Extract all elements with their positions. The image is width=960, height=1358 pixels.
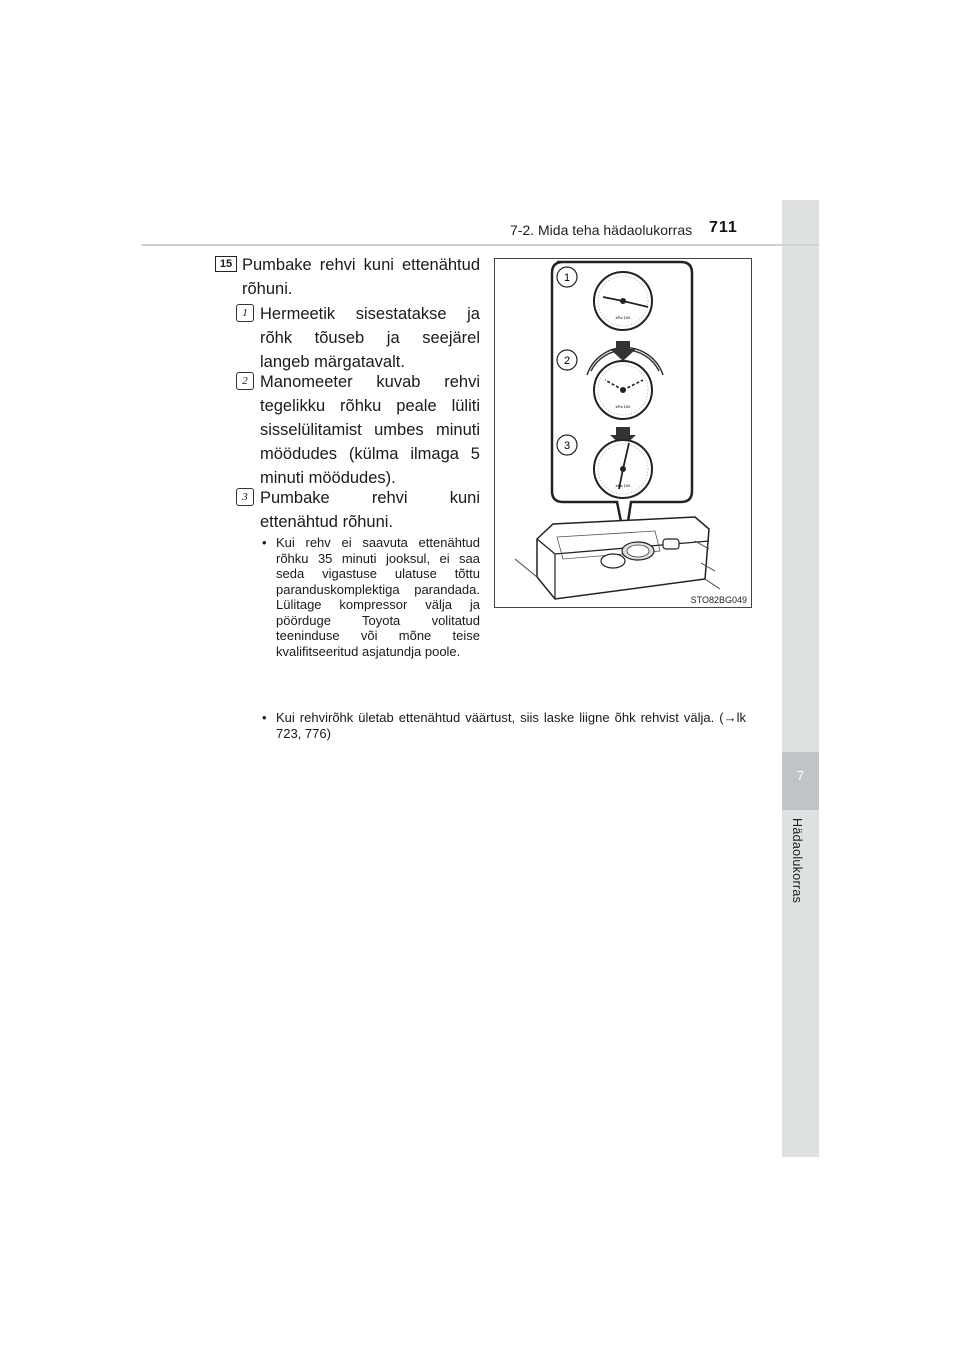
- gauge-unit-label: kPa 100: [615, 483, 631, 488]
- gauge-unit-label: kPa 100: [615, 404, 631, 409]
- step-badge: 15: [215, 256, 237, 272]
- step-text: Pumbake rehvi kuni ettenähtud rõhuni.: [242, 256, 480, 298]
- figure-code: STO82BG049: [690, 595, 747, 605]
- substep-badge: 3: [236, 488, 254, 506]
- substep-badge: 1: [236, 304, 254, 322]
- callout-number: 1: [563, 272, 571, 284]
- gauge-stage-1: [594, 272, 652, 330]
- substep-text: Manomeeter kuvab rehvi tegelikku rõhku peale lüliti sisselülitamist umbes minuti möödudes (külma ilmaga 5 minuti möödudes).: [260, 373, 480, 487]
- compressor-figure: [494, 258, 752, 608]
- substep-text: Hermeetik sisestatakse ja rõhk tõuseb ja seejärel langeb märgatavalt.: [260, 305, 480, 371]
- gauge-stage-3: [594, 440, 652, 498]
- chapter-number: 7: [796, 768, 805, 783]
- note-bullet: [262, 710, 746, 741]
- bullet-dot: •: [262, 535, 267, 550]
- substep-text: Pumbake rehvi kuni ettenähtud rõhuni.: [260, 489, 480, 531]
- note-text: Kui rehv ei saavuta ettenähtud rõhku 35 minuti jooksul, ei saa seda vigastuse ulatuse tõttu paranduskomplektiga parandada. Lülitage kompressor välja ja pöörduge Toyota volitatud teeninduse või mõne teise kvalifitseeritud asjatundja poole.: [276, 535, 480, 659]
- substep-badge: 2: [236, 372, 254, 390]
- compressor-unit: [515, 517, 720, 599]
- note-text: Kui rehvirõhk ületab ettenähtud väärtust, siis laske liigne õhk rehvist välja. (→lk 723, 776): [276, 710, 746, 741]
- gauge-unit-label: kPa 100: [615, 315, 631, 320]
- callout-number: 2: [563, 355, 571, 367]
- page-number: 711: [709, 219, 738, 236]
- header-rule: [141, 244, 819, 246]
- note-bullet: [262, 535, 480, 659]
- compressor-gauge-illustration: [495, 259, 751, 607]
- chapter-title: Hädaolukorras: [790, 818, 804, 904]
- chapter-side-tab: [782, 200, 819, 1157]
- callout-number: 3: [563, 440, 571, 452]
- bullet-dot: •: [262, 710, 267, 725]
- section-title: 7-2. Mida teha hädaolukorras: [510, 222, 693, 238]
